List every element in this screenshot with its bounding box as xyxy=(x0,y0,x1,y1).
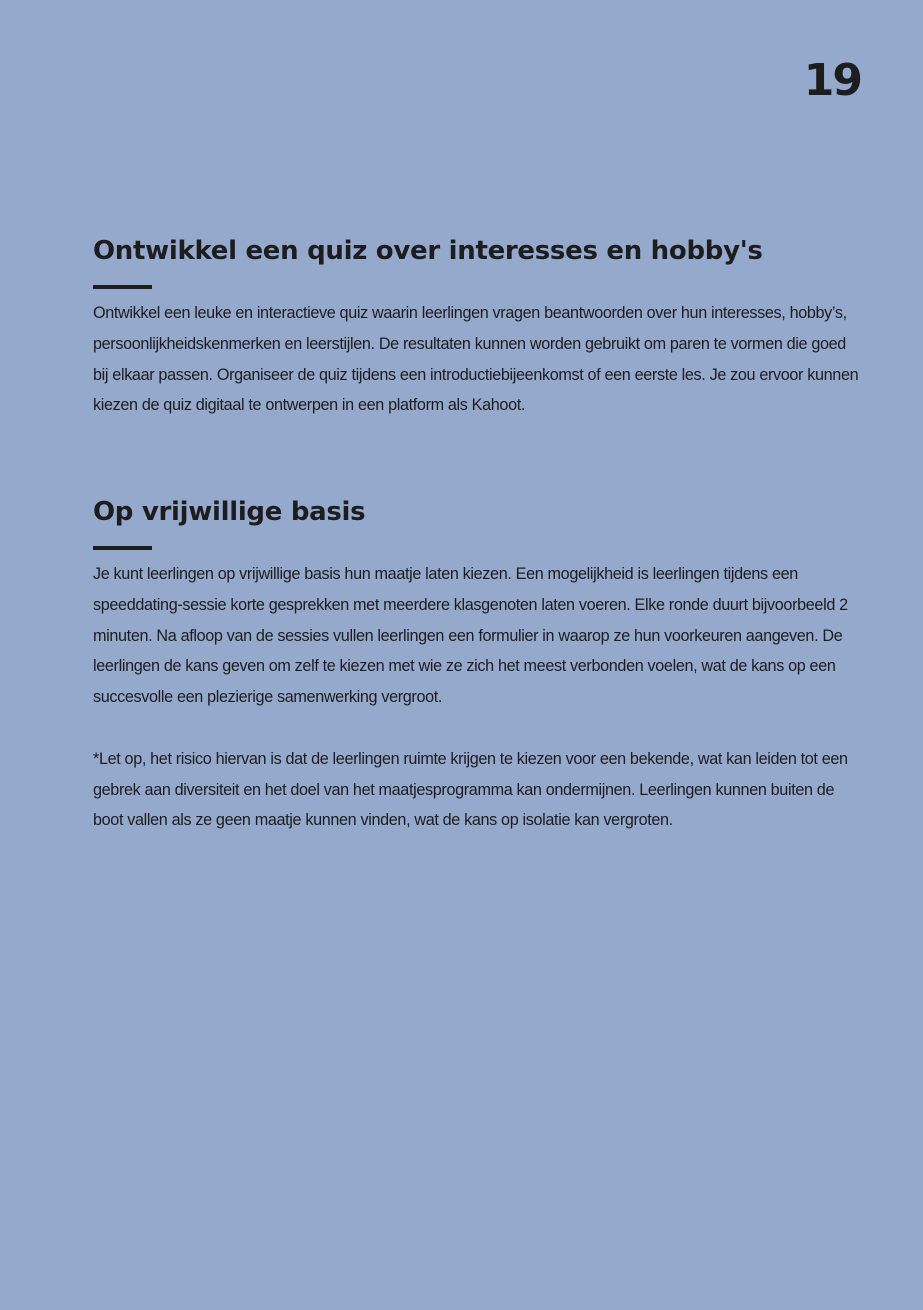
section-paragraph: Ontwikkel een leuke en interactieve quiz waarin leerlingen vragen beantwoorden over hun interesses, hobby’s, persoonlijkheidskenmerken en leerstijlen. De resultaten kunnen worden gebruikt om paren te vormen die goed bij elkaar passen. Organiseer de quiz tijdens een introductiebijeenkomst of een eerste les. Je zou ervoor kunnen kiezen de quiz digitaal te ontwerpen in een platform als Kahoot. xyxy=(93,304,859,415)
page-number: 19 xyxy=(803,55,861,106)
section-quiz xyxy=(93,234,863,421)
section-paragraph: Je kunt leerlingen op vrijwillige basis hun maatje laten kiezen. Een mogelijkheid is leerlingen tijdens een speeddating-sessie korte gesprekken met meerdere klasgenoten laten voeren. Elke ronde duurt bijvoorbeeld 2 minuten. Na afloop van de sessies vullen leerlingen een formulier in waarop ze hun voorkeuren aangeven. De leerlingen de kans geven om zelf te kiezen met wie ze zich het meest verbonden voelen, wat de kans op een succesvolle een plezierige samenwerking vergroot. xyxy=(93,565,848,707)
heading-underline xyxy=(93,546,152,550)
section-voluntary-basis xyxy=(93,495,863,836)
heading-underline xyxy=(93,285,152,289)
note-paragraph: *Let op, het risico hiervan is dat de leerlingen ruimte krijgen te kiezen voor een bekende, wat kan leiden tot een gebrek aan diversiteit en het doel van het maatjesprogramma kan ondermijnen. Leerlingen kunnen buiten de boot vallen als ze geen maatje kunnen vinden, wat de kans op isolatie kan vergroten. xyxy=(93,749,848,830)
section-heading: Op vrijwillige basis xyxy=(93,497,366,527)
section-heading: Ontwikkel een quiz over interesses en hobby's xyxy=(93,236,763,266)
